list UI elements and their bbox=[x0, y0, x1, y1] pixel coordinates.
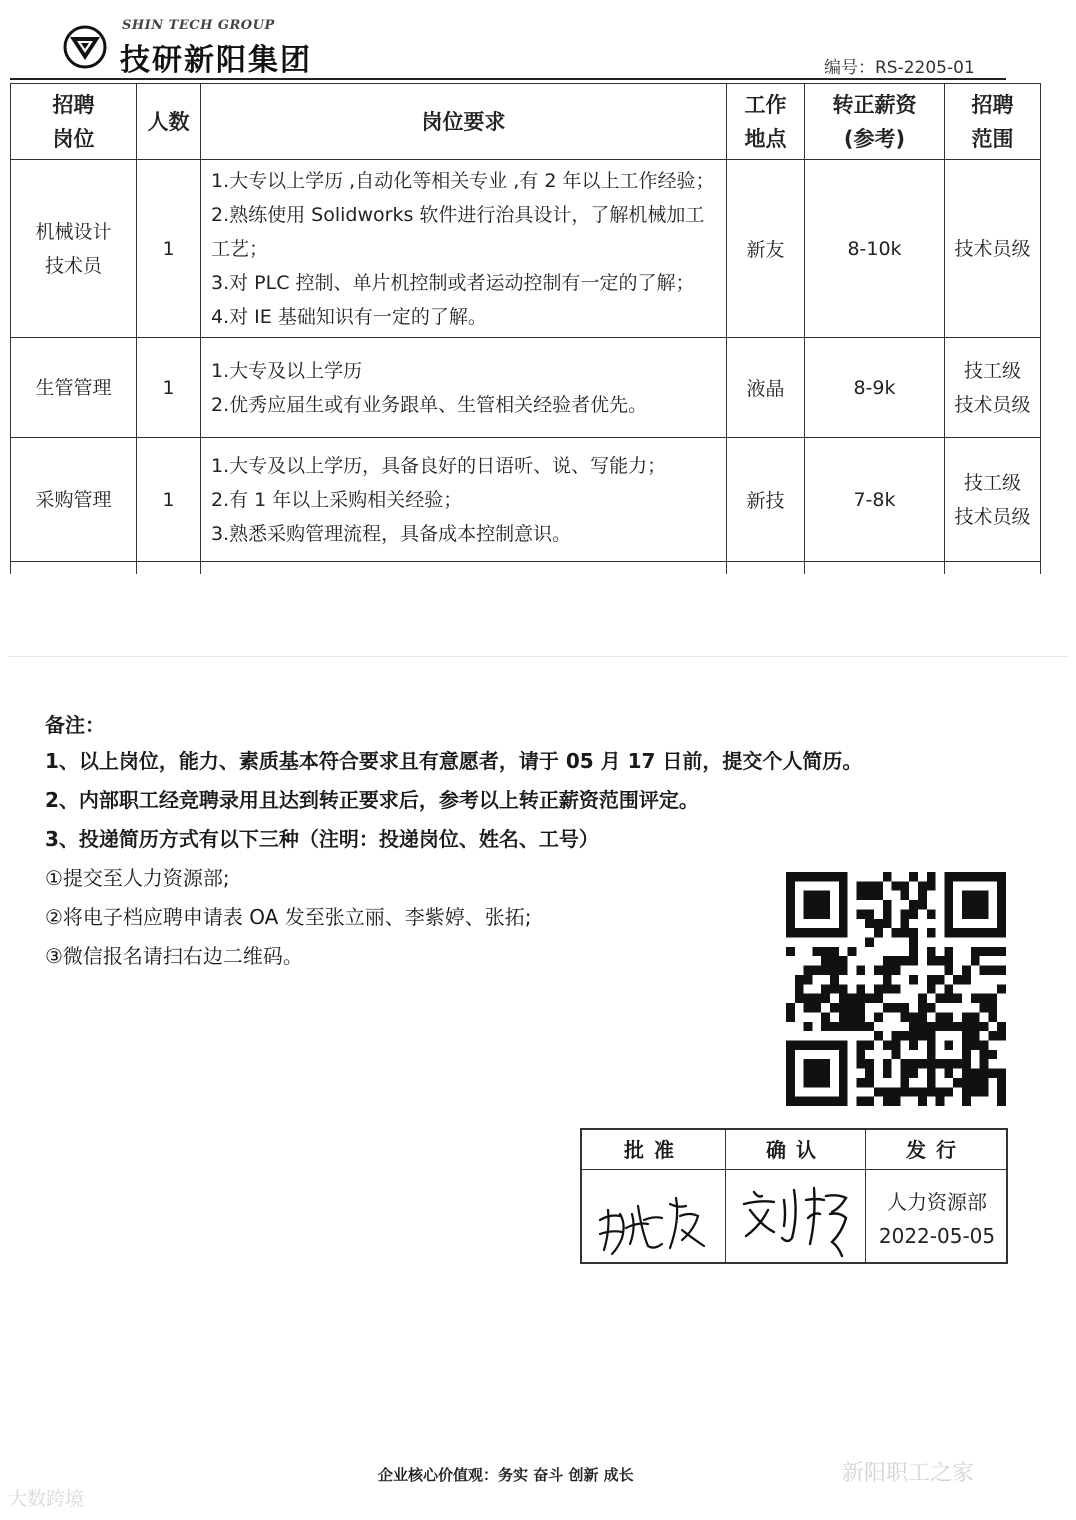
cell-count: 1 bbox=[137, 438, 201, 562]
header-scope: 招聘 范围 bbox=[945, 84, 1041, 160]
wechat-qr-code-icon[interactable] bbox=[786, 872, 1006, 1106]
issue-date: 2022-05-05 bbox=[878, 1224, 996, 1248]
cell-scope: 技工级 技术员级 bbox=[945, 338, 1041, 438]
notes-section bbox=[45, 708, 863, 976]
company-logo-icon bbox=[62, 24, 108, 70]
header-location: 工作 地点 bbox=[727, 84, 805, 160]
cell-location: 新友 bbox=[727, 160, 805, 338]
approval-box bbox=[580, 1128, 1008, 1264]
approve-label: 批准 bbox=[582, 1130, 726, 1170]
approval-divider bbox=[865, 1130, 866, 1262]
cell-count: 1 bbox=[137, 338, 201, 438]
approve-signature bbox=[586, 1170, 722, 1262]
recruitment-table bbox=[10, 83, 1041, 574]
submission-method: ②将电子档应聘申请表 OA 发至张立丽、李紫婷、张拓; bbox=[45, 905, 532, 929]
cell-position: 生管管理 bbox=[11, 338, 137, 438]
table-row bbox=[11, 338, 1041, 438]
cell-position: 采购管理 bbox=[11, 438, 137, 562]
approval-divider bbox=[725, 1130, 726, 1262]
note-item: 3、投递简历方式有以下三种（注明：投递岗位、姓名、工号） bbox=[45, 827, 599, 851]
confirm-signature bbox=[728, 1170, 862, 1262]
issuer: 人力资源部 bbox=[887, 1190, 987, 1214]
cell-scope: 技术员级 bbox=[945, 160, 1041, 338]
header-count: 人数 bbox=[137, 84, 201, 160]
header-salary: 转正薪资 (参考) bbox=[805, 84, 945, 160]
header-requirements: 岗位要求 bbox=[201, 84, 727, 160]
note-item: 2、内部职工经竞聘录用且达到转正要求后，参考以上转正薪资范围评定。 bbox=[45, 788, 699, 812]
table-row bbox=[11, 160, 1041, 338]
cell-scope: 技工级 技术员级 bbox=[945, 438, 1041, 562]
cell-requirements: 1.大专以上学历 ,自动化等相关专业 ,有 2 年以上工作经验； 2.熟练使用 Solidworks 软件进行治具设计，了解机械加工 工艺； 3.对 PLC 控制、单片机控制或者运动控制有一定的了解； 4.对 IE 基础知识有一定的了解。 bbox=[201, 160, 727, 338]
submission-method: ①提交至人力资源部; bbox=[45, 866, 230, 890]
cell-salary: 8-10k bbox=[805, 160, 945, 338]
group-chinese-name: 技研新阳集团 bbox=[120, 43, 312, 78]
cell-count: 1 bbox=[137, 160, 201, 338]
table-row bbox=[11, 438, 1041, 562]
cell-location: 新技 bbox=[727, 438, 805, 562]
confirm-label: 确认 bbox=[726, 1130, 866, 1170]
cell-salary: 8-9k bbox=[805, 338, 945, 438]
table-header-row bbox=[11, 84, 1041, 160]
watermark-right: 新阳职工之家 bbox=[842, 1461, 975, 1486]
watermark-left: 大数跨境 bbox=[8, 1488, 85, 1510]
issue-label: 发行 bbox=[866, 1130, 1006, 1170]
cell-requirements: 1.大专及以上学历 2.优秀应届生或有业务跟单、生管相关经验者优先。 bbox=[201, 338, 727, 438]
note-item: 1、以上岗位，能力、素质基本符合要求且有意愿者，请于 05 月 17 日前，提交个人简历。 bbox=[45, 749, 863, 773]
cell-requirements: 1.大专及以上学历，具备良好的日语听、说、写能力； 2.有 1 年以上采购相关经验； 3.熟悉采购管理流程，具备成本控制意识。 bbox=[201, 438, 727, 562]
table-row-open-end bbox=[11, 562, 1041, 575]
cell-salary: 7-8k bbox=[805, 438, 945, 562]
group-english-name: SHIN TECH GROUP bbox=[122, 18, 275, 33]
notes-title: 备注： bbox=[45, 713, 105, 737]
cell-location: 液晶 bbox=[727, 338, 805, 438]
document-number: 编号：RS-2205-01 bbox=[824, 58, 975, 78]
submission-method: ③微信报名请扫右边二维码。 bbox=[45, 944, 303, 968]
faint-divider bbox=[8, 656, 1068, 657]
cell-position: 机械设计 技术员 bbox=[11, 160, 137, 338]
header-divider bbox=[10, 78, 1006, 80]
core-values: 企业核心价值观：务实 奋斗 创新 成长 bbox=[378, 1466, 634, 1484]
header-position: 招聘 岗位 bbox=[11, 84, 137, 160]
